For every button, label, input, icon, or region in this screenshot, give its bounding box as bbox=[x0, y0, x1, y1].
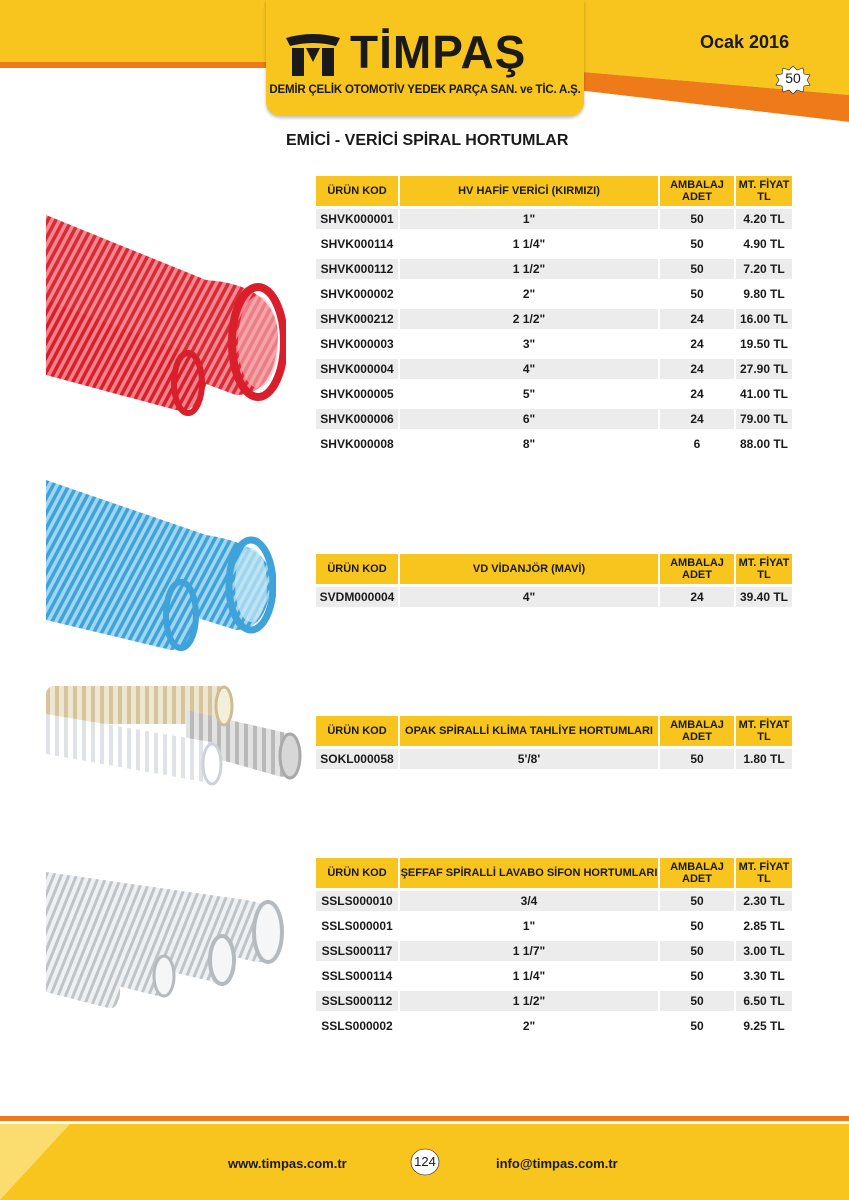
table-header bbox=[316, 554, 792, 584]
cell-size: 2 1/2" bbox=[400, 309, 658, 329]
cell-code: SSLS000117 bbox=[316, 941, 398, 961]
cell-size: 5'/8' bbox=[400, 749, 658, 769]
cell-size: 1 1/2" bbox=[400, 991, 658, 1011]
header-price: MT. FİYAT TL bbox=[736, 554, 792, 584]
header-size: HV HAFİF VERİCİ (KIRMIZI) bbox=[400, 176, 658, 206]
table-row bbox=[316, 963, 792, 988]
cell-code: SHVK000002 bbox=[320, 287, 394, 301]
cell-code: SSLS000114 bbox=[321, 969, 393, 983]
cell-package: 50 bbox=[660, 991, 734, 1011]
red-spiral-hose-photo bbox=[46, 205, 286, 420]
header-price: MT. FİYAT TL bbox=[736, 176, 792, 206]
header-code: ÜRÜN KOD bbox=[316, 554, 398, 584]
clear-spiral-hose-photo bbox=[46, 872, 286, 1017]
cell-size: 1 1/4" bbox=[512, 969, 546, 983]
cell-size: 4" bbox=[400, 587, 658, 607]
cell-price: 88.00 TL bbox=[739, 437, 789, 451]
price-table bbox=[316, 858, 792, 1038]
table-row bbox=[316, 431, 792, 456]
cell-code: SVDM000004 bbox=[316, 587, 398, 607]
cell-package: 50 bbox=[660, 941, 734, 961]
price-table bbox=[316, 176, 792, 456]
cell-code: SHVK000006 bbox=[316, 409, 398, 429]
table-row bbox=[316, 888, 792, 913]
price-table bbox=[316, 554, 792, 609]
brand-subtitle: DEMİR ÇELİK OTOMOTİV YEDEK PARÇA SAN. ve TİC. A.Ş. bbox=[269, 84, 581, 96]
cell-size: 5" bbox=[522, 387, 536, 401]
table-header bbox=[316, 176, 792, 206]
table-row bbox=[316, 1013, 792, 1038]
cell-price: 4.90 TL bbox=[743, 237, 785, 251]
cell-code: SOKL000058 bbox=[316, 749, 398, 769]
cell-code: SHVK000212 bbox=[316, 309, 398, 329]
cell-package: 50 bbox=[690, 287, 704, 301]
header-code: ÜRÜN KOD bbox=[316, 858, 398, 888]
cell-package: 24 bbox=[660, 409, 734, 429]
table-row bbox=[316, 381, 792, 406]
blue-spiral-hose-photo bbox=[46, 480, 276, 660]
header-package: AMBALAJ ADET bbox=[660, 554, 734, 584]
cell-size: 3/4 bbox=[400, 891, 658, 911]
table-row bbox=[316, 206, 792, 231]
cell-size: 1 1/2" bbox=[400, 259, 658, 279]
cell-size: 2" bbox=[522, 287, 536, 301]
table-row bbox=[316, 256, 792, 281]
header-code: ÜRÜN KOD bbox=[316, 176, 398, 206]
opaque-spiral-hose-photo bbox=[46, 682, 304, 787]
section-number: 50 bbox=[785, 70, 801, 86]
cell-size: 2" bbox=[522, 1019, 536, 1033]
cell-package: 24 bbox=[660, 359, 734, 379]
header-price: MT. FİYAT TL bbox=[736, 858, 792, 888]
cell-price: 7.20 TL bbox=[736, 259, 792, 279]
cell-package: 50 bbox=[690, 1019, 704, 1033]
footer-website[interactable]: www.timpas.com.tr bbox=[228, 1156, 347, 1171]
cell-code: SHVK000003 bbox=[320, 337, 394, 351]
page-header bbox=[0, 0, 849, 130]
cell-code: SHVK000112 bbox=[316, 259, 398, 279]
cell-price: 3.30 TL bbox=[743, 969, 785, 983]
cell-price: 1.80 TL bbox=[736, 749, 792, 769]
table-row bbox=[316, 281, 792, 306]
issue-date: Ocak 2016 bbox=[700, 32, 790, 52]
cell-package: 50 bbox=[660, 209, 734, 229]
cell-size: 1" bbox=[522, 919, 536, 933]
cell-package: 50 bbox=[660, 891, 734, 911]
section-title: EMİCİ - VERİCİ SPİRAL HORTUMLAR bbox=[286, 132, 569, 149]
price-table bbox=[316, 716, 792, 771]
table-row bbox=[316, 306, 792, 331]
table-row bbox=[316, 913, 792, 938]
cell-package: 24 bbox=[660, 587, 734, 607]
table-row bbox=[316, 988, 792, 1013]
table-header bbox=[316, 716, 792, 746]
cell-package: 50 bbox=[690, 969, 704, 983]
cell-size: 3" bbox=[522, 337, 536, 351]
table-row bbox=[316, 231, 792, 256]
timpas-logo-icon bbox=[284, 34, 342, 78]
cell-package: 24 bbox=[690, 337, 704, 351]
cell-code: SHVK000001 bbox=[316, 209, 398, 229]
cell-size: 4" bbox=[400, 359, 658, 379]
cell-package: 50 bbox=[660, 259, 734, 279]
cell-price: 2.85 TL bbox=[743, 919, 785, 933]
table-header bbox=[316, 858, 792, 888]
cell-size: 8" bbox=[522, 437, 536, 451]
cell-package: 50 bbox=[690, 919, 704, 933]
brand-name: TİMPAŞ bbox=[350, 26, 527, 78]
cell-code: SSLS000001 bbox=[321, 919, 393, 933]
cell-price: 27.90 TL bbox=[736, 359, 792, 379]
cell-size: 1 1/4" bbox=[512, 237, 546, 251]
table-row bbox=[316, 584, 792, 609]
cell-package: 50 bbox=[660, 749, 734, 769]
table-row bbox=[316, 356, 792, 381]
cell-size: 6" bbox=[400, 409, 658, 429]
cell-price: 3.00 TL bbox=[736, 941, 792, 961]
cell-price: 9.25 TL bbox=[743, 1019, 785, 1033]
page-number: 124 bbox=[414, 1154, 436, 1169]
header-package: AMBALAJ ADET bbox=[660, 716, 734, 746]
cell-code: SSLS000002 bbox=[321, 1019, 393, 1033]
cell-code: SSLS000112 bbox=[316, 991, 398, 1011]
cell-code: SSLS000010 bbox=[316, 891, 398, 911]
cell-price: 41.00 TL bbox=[739, 387, 789, 401]
cell-price: 79.00 TL bbox=[736, 409, 792, 429]
table-row bbox=[316, 406, 792, 431]
header-package: AMBALAJ ADET bbox=[660, 176, 734, 206]
table-row bbox=[316, 331, 792, 356]
logo-box bbox=[266, 0, 584, 116]
cell-code: SHVK000008 bbox=[320, 437, 394, 451]
cell-price: 4.20 TL bbox=[736, 209, 792, 229]
header-size: ŞEFFAF SPİRALLİ LAVABO SİFON HORTUMLARI bbox=[400, 858, 658, 888]
cell-price: 9.80 TL bbox=[743, 287, 785, 301]
table-row bbox=[316, 938, 792, 963]
cell-price: 2.30 TL bbox=[736, 891, 792, 911]
cell-code: SHVK000005 bbox=[320, 387, 394, 401]
cell-package: 24 bbox=[690, 387, 704, 401]
footer-email[interactable]: info@timpas.com.tr bbox=[496, 1156, 618, 1171]
header-size: VD VİDANJÖR (MAVİ) bbox=[400, 554, 658, 584]
header-code: ÜRÜN KOD bbox=[316, 716, 398, 746]
cell-package: 50 bbox=[690, 237, 704, 251]
cell-price: 16.00 TL bbox=[736, 309, 792, 329]
cell-price: 39.40 TL bbox=[736, 587, 792, 607]
cell-size: 1 1/7" bbox=[400, 941, 658, 961]
cell-price: 19.50 TL bbox=[739, 337, 789, 351]
cell-size: 1" bbox=[400, 209, 658, 229]
header-package: AMBALAJ ADET bbox=[660, 858, 734, 888]
header-size: OPAK SPİRALLİ KLİMA TAHLİYE HORTUMLARI bbox=[400, 716, 658, 746]
cell-price: 6.50 TL bbox=[736, 991, 792, 1011]
cell-package: 6 bbox=[693, 437, 701, 451]
cell-code: SHVK000114 bbox=[320, 237, 394, 251]
header-price: MT. FİYAT TL bbox=[736, 716, 792, 746]
cell-package: 24 bbox=[660, 309, 734, 329]
cell-code: SHVK000004 bbox=[316, 359, 398, 379]
table-row bbox=[316, 746, 792, 771]
